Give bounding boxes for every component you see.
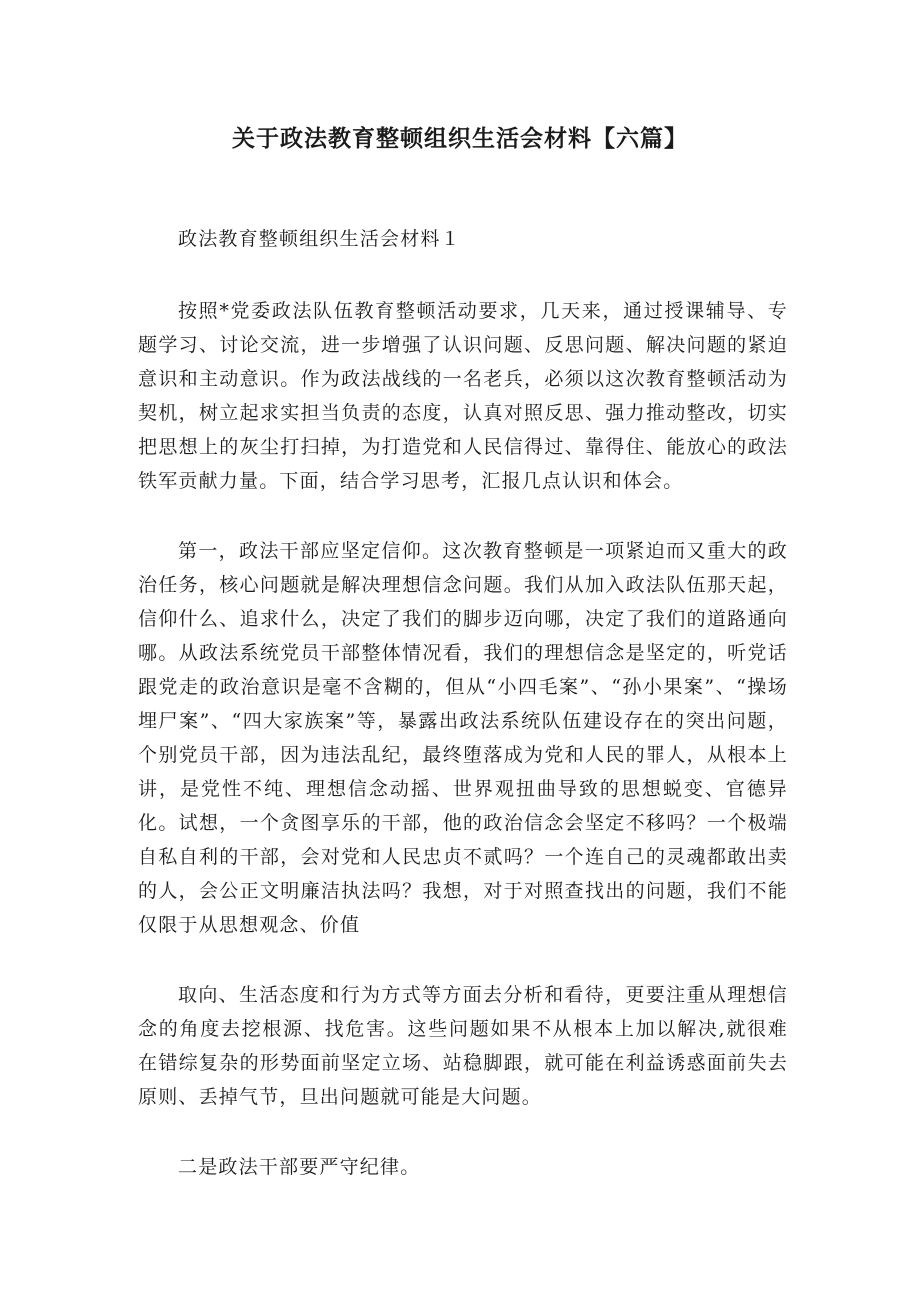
paragraph-intro: 按照*党委政法队伍教育整顿活动要求，几天来，通过授课辅导、专题学习、讨论交流，进一步增强了认识问题、反思问题、解决问题的紧迫意识和主动意识。作为政法战线的一名老兵，必须以这次教育整顿活动为契机，树立起求实担当负责的态度，认真对照反思、强力推动整改，切实把思想上的灰尘打扫掉，为打造党和人民信得过、靠得住、能放心的政法铁军贡献力量。下面，结合学习思考，汇报几点认识和体会。 bbox=[138, 300, 788, 492]
document-body bbox=[138, 222, 788, 1220]
section-subtitle: 政法教育整顿组织生活会材料１ bbox=[178, 228, 461, 250]
paragraph-first-point: 第一，政法干部应坚定信仰。这次教育整顿是一项紧迫而又重大的政治任务，核心问题就是解决理想信念问题。我们从加入政法队伍那天起，信仰什么、追求什么，决定了我们的脚步迈向哪，决定了我们的道路通向哪。从政法系统党员干部整体情况看，我们的理想信念是坚定的，听党话跟党走的政治意识是毫不含糊的，但从“小四毛案”、“孙小果案”、“操场埋尸案”、“四大家族案”等，暴露出政法系统队伍建设存在的突出问题，个别党员干部，因为违法乱纪，最终堕落成为党和人民的罪人，从根本上讲，是党性不纯、理想信念动摇、世界观扭曲导致的思想蜕变、官德异化。试想，一个贪图享乐的干部，他的政治信念会坚定不移吗？一个极端自私自利的干部，会对党和人民忠贞不贰吗？一个连自己的灵魂都敢出卖的人，会公正文明廉洁执法吗？我想，对于对照查找出的问题，我们不能仅限于从思想观念、价值 bbox=[138, 540, 788, 936]
paragraph-second-point: 二是政法干部要严守纪律。 bbox=[178, 1156, 421, 1178]
document-title: 关于政法教育整顿组织生活会材料【六篇】 bbox=[232, 126, 688, 152]
paragraph-continuation: 取向、生活态度和行为方式等方面去分析和看待，更要注重从理想信念的角度去挖根源、找危害。这些问题如果不从根本上加以解决,就很难在错综复杂的形势面前坚定立场、站稳脚跟，就可能在利益诱惑面前失去原则、丢掉气节，旦出问题就可能是大问题。 bbox=[138, 984, 788, 1108]
